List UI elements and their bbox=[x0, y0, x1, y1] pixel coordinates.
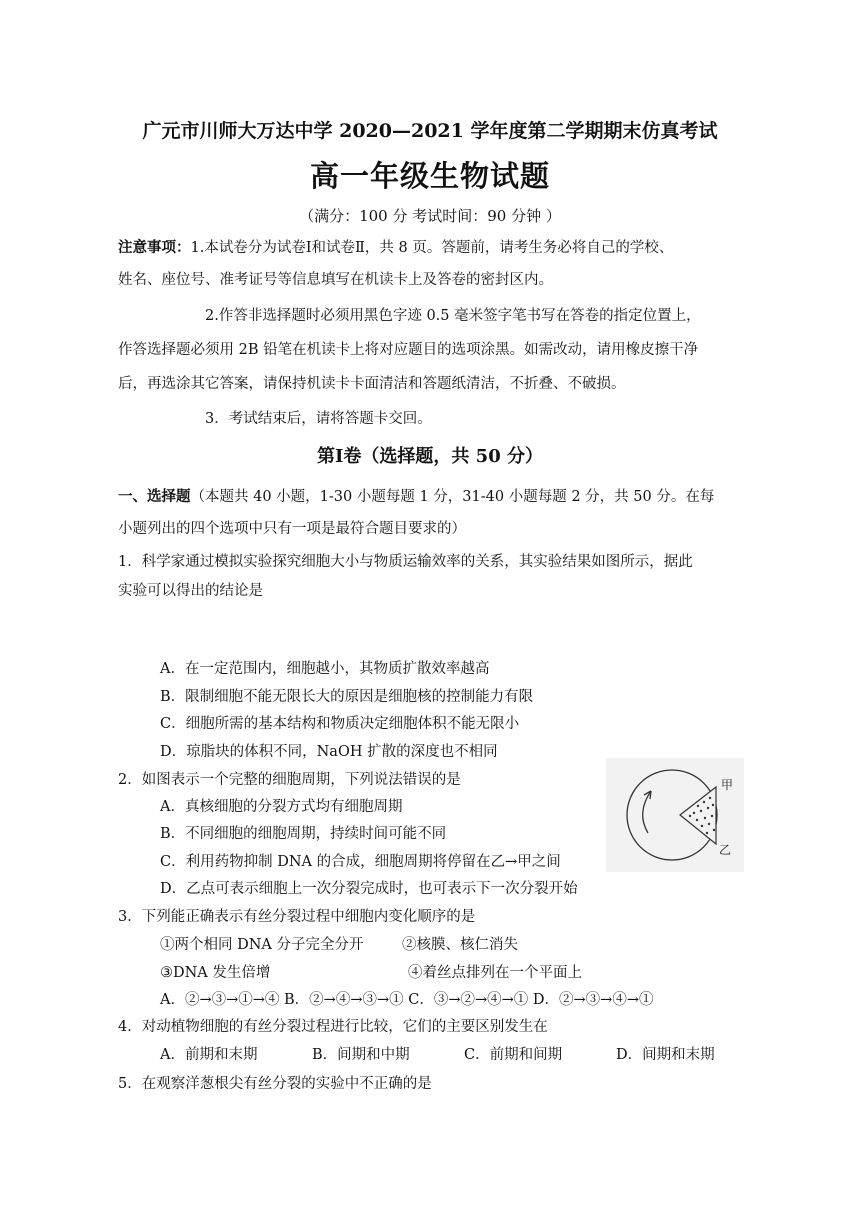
school-heading: 广元市川师大万达中学 2020—2021 学年度第二学期期末仿真考试 bbox=[142, 120, 718, 142]
q3-item-4: ④着丝点排列在一个平面上 bbox=[408, 965, 582, 981]
notice-label: 注意事项： bbox=[118, 239, 191, 256]
q2-option-c: C．利用药物抑制 DNA 的合成，细胞周期将停留在乙→甲之间 bbox=[160, 854, 561, 870]
q3-options: A．②→③→①→④ B．②→④→③→① C．③→②→④→① D．②→③→④→① bbox=[160, 992, 654, 1008]
q1-stem-1: 1．科学家通过模拟实验探究细胞大小与物质运输效率的关系，其实验结果如图所示，据此 bbox=[118, 554, 693, 570]
q5-stem: 5．在观察洋葱根尖有丝分裂的实验中不正确的是 bbox=[118, 1076, 432, 1092]
q2-stem: 2．如图表示一个完整的细胞周期，下列说法错误的是 bbox=[118, 772, 461, 788]
exam-title: 高一年级生物试题 bbox=[309, 159, 550, 193]
q1-option-a: A．在一定范围内，细胞越小，其物质扩散效率越高 bbox=[160, 661, 490, 677]
q2-option-b: B．不同细胞的细胞周期，持续时间可能不同 bbox=[160, 826, 447, 842]
q4-option-b: B．间期和中期 bbox=[312, 1047, 410, 1063]
score-info: （满分：100 分 考试时间：90 分钟 ） bbox=[299, 207, 561, 225]
q4-stem: 4．对动植物细胞的有丝分裂过程进行比较，它们的主要区别发生在 bbox=[118, 1019, 548, 1035]
notice-line-6: 3．考试结束后，请将答题卡交回。 bbox=[205, 411, 432, 427]
q3-item-3: ③DNA 发生倍增 bbox=[160, 965, 271, 981]
q4-option-d: D．间期和末期 bbox=[616, 1047, 715, 1063]
q1-option-b: B．限制细胞不能无限长大的原因是细胞核的控制能力有限 bbox=[160, 689, 534, 705]
section-desc-text: （本题共 40 小题，1-30 小题每题 1 分，31-40 小题每题 2 分，共 50 分。在每 bbox=[190, 489, 715, 505]
section-desc-2: 小题列出的四个选项中只有一项是最符合题目要求的） bbox=[118, 521, 466, 537]
q3-item-2: ②核膜、核仁消失 bbox=[402, 937, 518, 953]
notice-line-4: 作答选择题必须用 2B 铅笔在机读卡上将对应题目的选项涂黑。如需改动，请用橡皮擦干净 bbox=[118, 342, 699, 358]
q1-stem-2: 实验可以得出的结论是 bbox=[118, 583, 263, 599]
q3-stem: 3．下列能正确表示有丝分裂过程中细胞内变化顺序的是 bbox=[118, 909, 476, 925]
notice-line-3: 2.作答非选择题时必须用黑色字迹 0.5 毫米签字笔书写在答卷的指定位置上， bbox=[205, 308, 701, 324]
section-label: 一、选择题 bbox=[118, 488, 191, 505]
q2-option-a: A．真核细胞的分裂方式均有细胞周期 bbox=[160, 799, 403, 815]
label-jia: 甲 bbox=[721, 778, 734, 792]
notice-line-1 bbox=[118, 236, 673, 257]
q4-option-a: A．前期和末期 bbox=[160, 1047, 258, 1063]
cell-cycle-diagram bbox=[606, 758, 744, 872]
cell-cycle-figure bbox=[606, 758, 744, 872]
q3-item-1: ①两个相同 DNA 分子完全分开 bbox=[160, 937, 364, 953]
q1-option-c: C．细胞所需的基本结构和物质决定细胞体积不能无限小 bbox=[160, 716, 520, 732]
section-desc-1 bbox=[118, 485, 714, 506]
q2-option-d: D．乙点可表示细胞上一次分裂完成时，也可表示下一次分裂开始 bbox=[160, 881, 578, 897]
q1-option-d: D．琼脂块的体积不同，NaOH 扩散的深度也不相同 bbox=[160, 744, 498, 760]
label-yi: 乙 bbox=[719, 843, 732, 857]
q4-option-c: C．前期和间期 bbox=[464, 1047, 563, 1063]
notice-text-1: 1.本试卷分为试卷Ⅰ和试卷Ⅱ，共 8 页。答题前，请考生务必将自己的学校、 bbox=[190, 240, 674, 256]
notice-line-5: 后，再选涂其它答案，请保持机读卡卡面清洁和答题纸清洁，不折叠、不破损。 bbox=[118, 376, 626, 392]
notice-line-2: 姓名、座位号、准考证号等信息填写在机读卡上及答卷的密封区内。 bbox=[118, 272, 553, 288]
section-title: 第Ⅰ卷（选择题，共 50 分） bbox=[316, 446, 543, 467]
